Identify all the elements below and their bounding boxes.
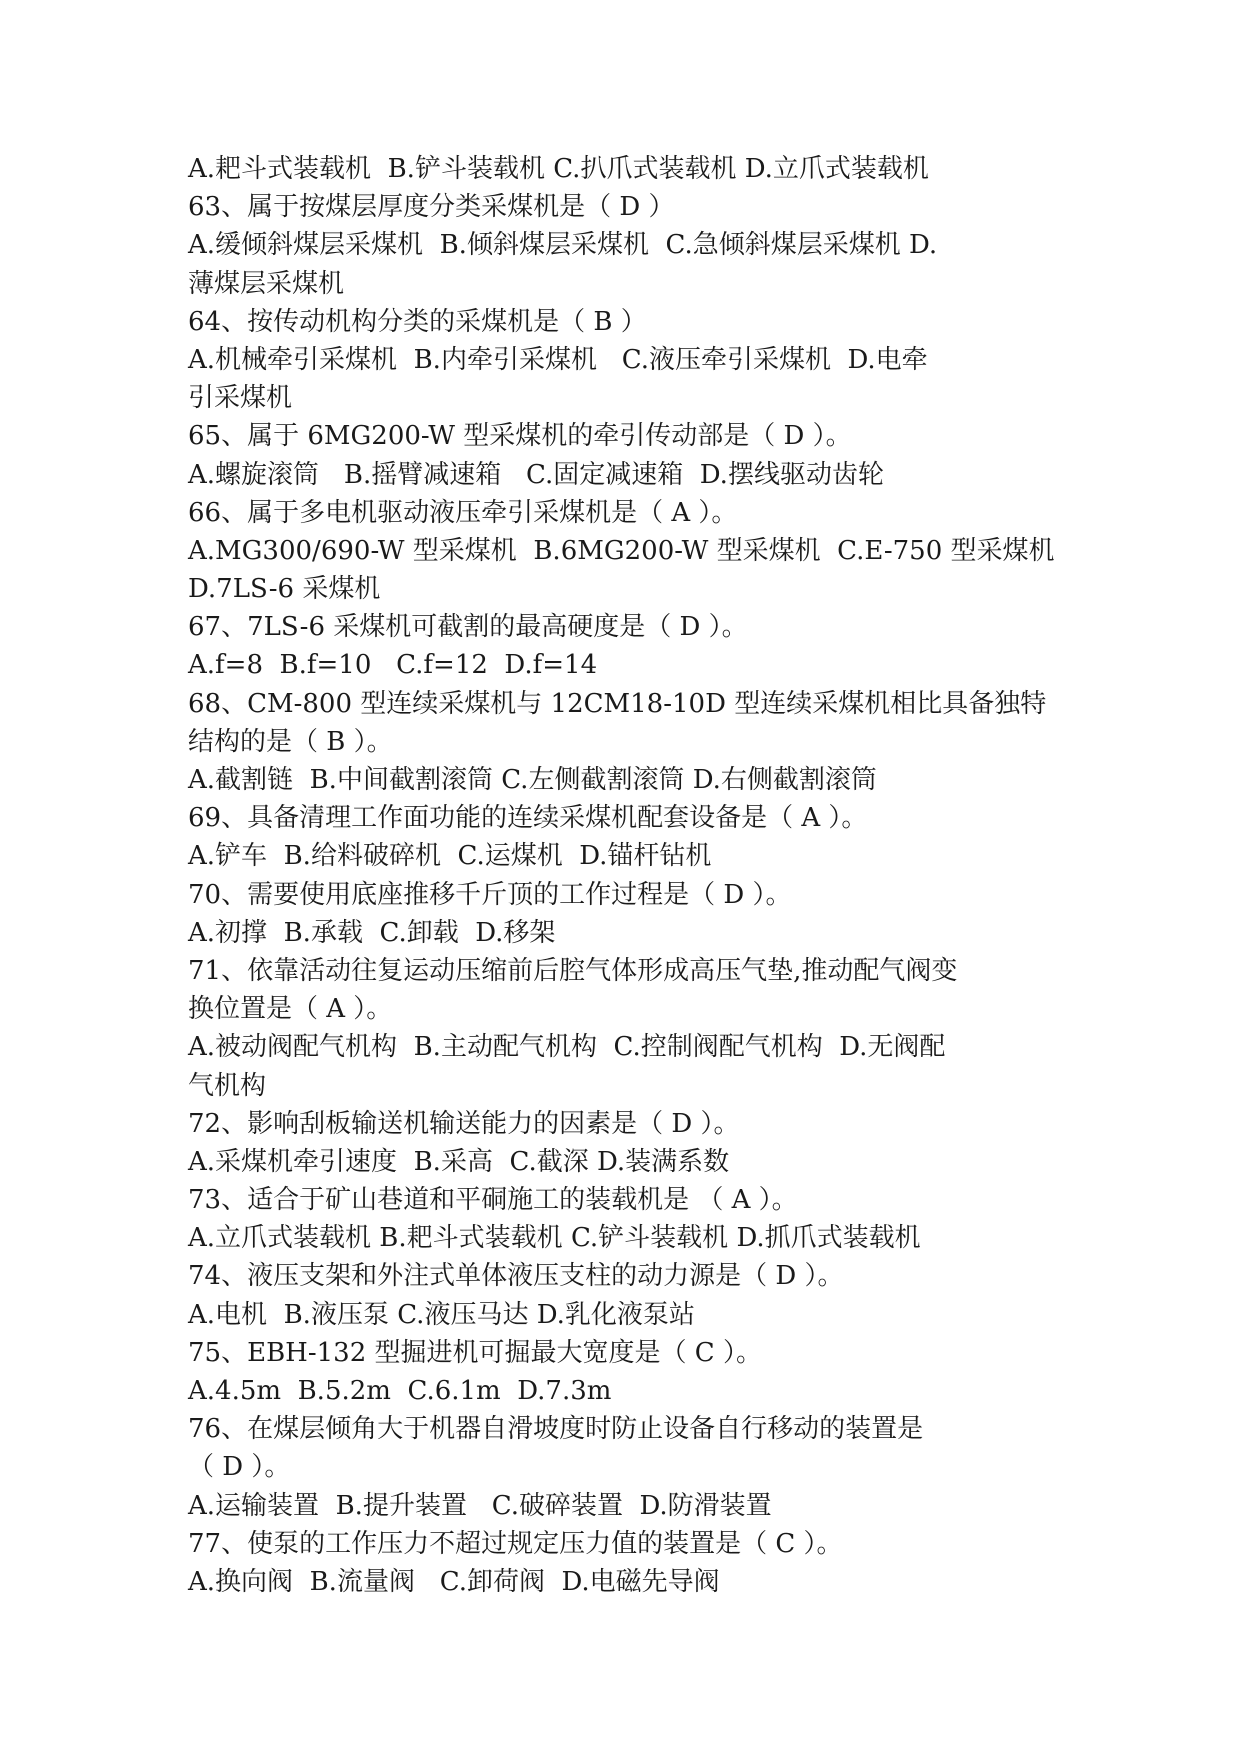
question-76-cont: （ D ）。 [188,1452,291,1483]
answer-options-69: A.铲车 B.给料破碎机 C.运煤机 D.锚杆钻机 [188,841,712,872]
question-74: 74、液压支架和外注式单体液压支柱的动力源是（ D ）。 [188,1261,844,1292]
question-list [188,150,1068,1601]
answer-options-71: A.被动阀配气机构 B.主动配气机构 C.控制阀配气机构 D.无阀配 [188,1032,946,1063]
question-71-cont: 换位置是（ A ）。 [188,994,393,1025]
question-71: 71、依靠活动往复运动压缩前后腔气体形成高压气垫,推动配气阀变 [188,955,958,986]
answer-options-76: A.运输装置 B.提升装置 C.破碎装置 D.防滑装置 [188,1490,772,1521]
answer-options-71-cont: 气机构 [188,1070,267,1101]
answer-options-63: A.缓倾斜煤层采煤机 B.倾斜煤层采煤机 C.急倾斜煤层采煤机 D. [188,230,938,261]
answer-options-70: A.初撑 B.承载 C.卸载 D.移架 [188,917,556,948]
question-68-cont: 结构的是（ B ）。 [188,726,393,757]
question-64: 64、按传动机构分类的采煤机是（ B ） [188,306,647,337]
question-77: 77、使泵的工作压力不超过规定压力值的装置是（ C ）。 [188,1528,843,1559]
answer-options-64-cont: 引采煤机 [188,383,293,414]
question-66: 66、属于多电机驱动液压牵引采煤机是（ A ）。 [188,497,738,528]
question-70: 70、需要使用底座推移千斤顶的工作过程是（ D ）。 [188,879,792,910]
answer-options-74: A.电机 B.液压泵 C.液压马达 D.乳化液泵站 [188,1299,695,1330]
answer-options-73: A.立爪式装载机 B.耙斗式装载机 C.铲斗装载机 D.抓爪式装载机 [188,1223,921,1254]
question-67: 67、7LS-6 采煤机可截割的最高硬度是（ D ）。 [188,612,748,643]
answer-options-64: A.机械牵引采煤机 B.内牵引采煤机 C.液压牵引采煤机 D.电牵 [188,344,928,375]
answer-options-65: A.螺旋滚筒 B.摇臂减速箱 C.固定减速箱 D.摆线驱动齿轮 [188,459,884,490]
question-75: 75、EBH-132 型掘进机可掘最大宽度是（ C ）。 [188,1337,762,1368]
question-68: 68、CM-800 型连续采煤机与 12CM18-10D 型连续采煤机相比具备独特 [188,688,1047,719]
question-76: 76、在煤层倾角大于机器自滑坡度时防止设备自行移动的装置是 [188,1414,924,1445]
answer-options-66: A.MG300/690-W 型采煤机 B.6MG200-W 型采煤机 C.E-750 型采煤机 [188,535,1055,566]
answer-options-75: A.4.5m B.5.2m C.6.1m D.7.3m [188,1376,612,1406]
question-72: 72、影响刮板输送机输送能力的因素是（ D ）。 [188,1108,740,1139]
answer-options-77: A.换向阀 B.流量阀 C.卸荷阀 D.电磁先导阀 [188,1566,720,1597]
question-65: 65、属于 6MG200-W 型采煤机的牵引传动部是（ D ）。 [188,421,852,452]
answer-options-66-cont: D.7LS-6 采煤机 [188,574,381,605]
question-63: 63、属于按煤层厚度分类采煤机是（ D ） [188,192,675,223]
answer-options-62: A.耙斗式装载机 B.铲斗装载机 C.扒爪式装载机 D.立爪式装载机 [188,154,929,184]
question-73: 73、适合于矿山巷道和平硐施工的装载机是 （ A ）。 [188,1185,798,1216]
answer-options-72: A.采煤机牵引速度 B.采高 C.截深 D.装满系数 [188,1146,730,1177]
answer-options-68: A.截割链 B.中间截割滚筒 C.左侧截割滚筒 D.右侧截割滚筒 [188,765,877,795]
answer-options-67: A.f=8 B.f=10 C.f=12 D.f=14 [188,650,598,681]
answer-options-63-cont: 薄煤层采煤机 [188,268,345,299]
question-69: 69、具备清理工作面功能的连续采煤机配套设备是（ A ）。 [188,803,868,834]
